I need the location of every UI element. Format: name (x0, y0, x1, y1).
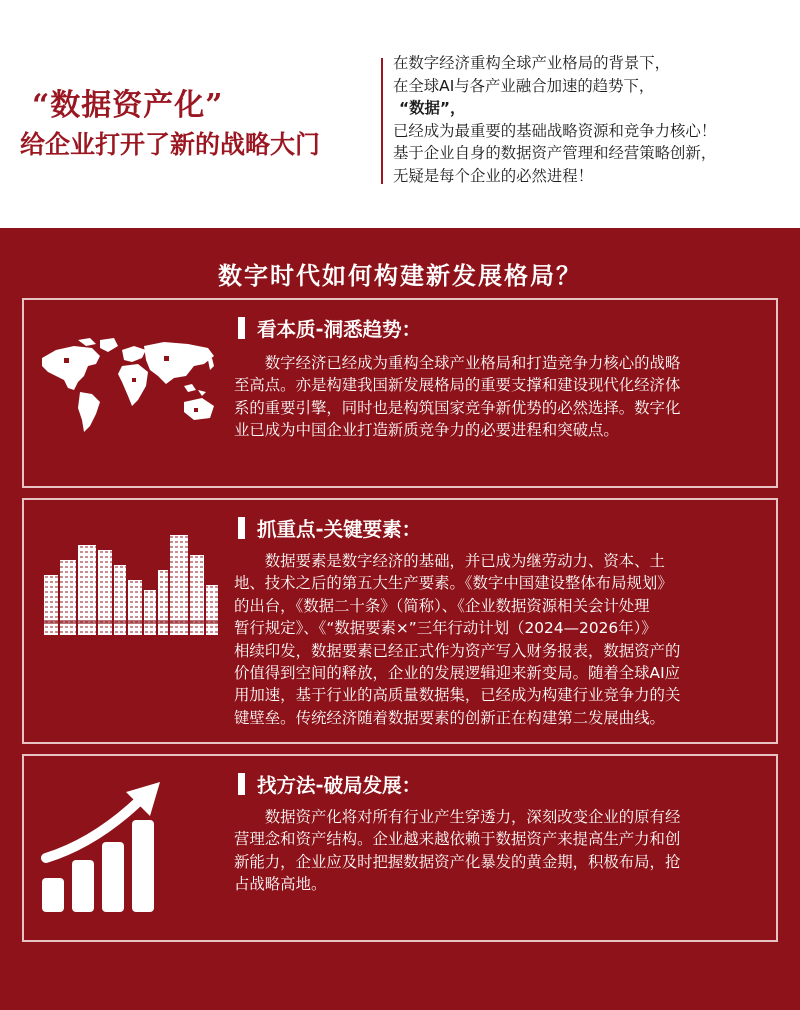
section-title: 看本质-洞悉趋势： (257, 318, 422, 341)
intro-line: 无疑是每个企业的必然进程！ (393, 166, 594, 185)
body-line: 数字经济已经成为重构全球产业格局和打造竞争力核心的战略 (234, 354, 681, 372)
header-divider (381, 58, 383, 184)
header (0, 0, 800, 228)
section-body (234, 550, 774, 729)
section-body (234, 806, 774, 896)
intro-line-emphasis: “数据”， (399, 99, 466, 118)
body-line: 用加速，基于行业的高质量数据集，已经成为构建行业竞争力的关 (234, 686, 681, 705)
body-line: 数据要素是数字经济的基础，并已成为继劳动力、资本、土 (234, 552, 665, 570)
world-map-icon (34, 336, 224, 440)
body-line: 地、技术之后的第五大生产要素。《数字中国建设整体布局规划》 (234, 574, 673, 593)
section-heading (238, 770, 421, 798)
main-section (0, 228, 800, 1010)
body-line: 营理念和资产结构。企业越来越依赖于数据资产来提高生产力和创 (234, 830, 681, 849)
section-card-key-elements (22, 498, 778, 744)
body-line: 新能力，企业应及时把握数据资产化暴发的黄金期，积极布局，抢 (234, 852, 681, 871)
body-line: 暂行规定》、《“数据要素×”三年行动计划（2024—2026年）》 (234, 619, 657, 638)
body-line: 数据资产化将对所有行业产生穿透力，深刻改变企业的原有经 (234, 808, 681, 826)
city-buildings-icon (34, 520, 224, 644)
section-card-essence (22, 298, 778, 488)
header-title: “数据资产化” (32, 88, 224, 123)
body-line: 键壁垒。传统经济随着数据要素的创新正在构建第二发展曲线。 (234, 708, 665, 727)
header-subtitle: 给企业打开了新的战略大门 (20, 130, 321, 159)
section-card-method (22, 754, 778, 942)
body-line: 至高点。亦是构建我国新发展格局的重要支撑和建设现代化经济体 (234, 376, 681, 395)
intro-line: 基于企业自身的数据资产管理和经营策略创新， (393, 144, 717, 163)
section-title: 找方法-破局发展： (257, 774, 422, 797)
section-body (234, 352, 774, 442)
body-line: 业已成为中国企业打造新质竞争力的必要进程和突破点。 (234, 421, 619, 440)
intro-line: 在数字经济重构全球产业格局的背景下， (393, 54, 671, 72)
body-line: 占战略高地。 (234, 875, 327, 894)
intro-line: 已经成为最重要的基础战略资源和竞争力核心！ (393, 121, 717, 140)
intro-line: 在全球AI与各产业融合加速的趋势下， (393, 76, 655, 95)
body-line: 相续印发，数据要素已经正式作为资产写入财务报表，数据资产的 (234, 641, 681, 660)
heading-bar (238, 517, 245, 539)
section-title: 抓重点-关键要素： (257, 518, 422, 541)
body-line: 的出台，《数据二十条》（简称）、《企业数据资源相关会计处理 (234, 596, 650, 615)
section-heading (238, 514, 421, 542)
section-heading (238, 314, 421, 342)
body-line: 价值得到空间的释放，企业的发展逻辑迎来新变局。随着全球AI应 (234, 664, 681, 683)
heading-bar (238, 773, 245, 795)
body-line: 系的重要引擎，同时也是构筑国家竞争新优势的必然选择。数字化 (234, 398, 681, 417)
heading-bar (238, 317, 245, 339)
header-intro (393, 52, 793, 188)
main-title: 数字时代如何构建新发展格局？ (218, 262, 582, 290)
growth-chart-icon (38, 778, 188, 922)
